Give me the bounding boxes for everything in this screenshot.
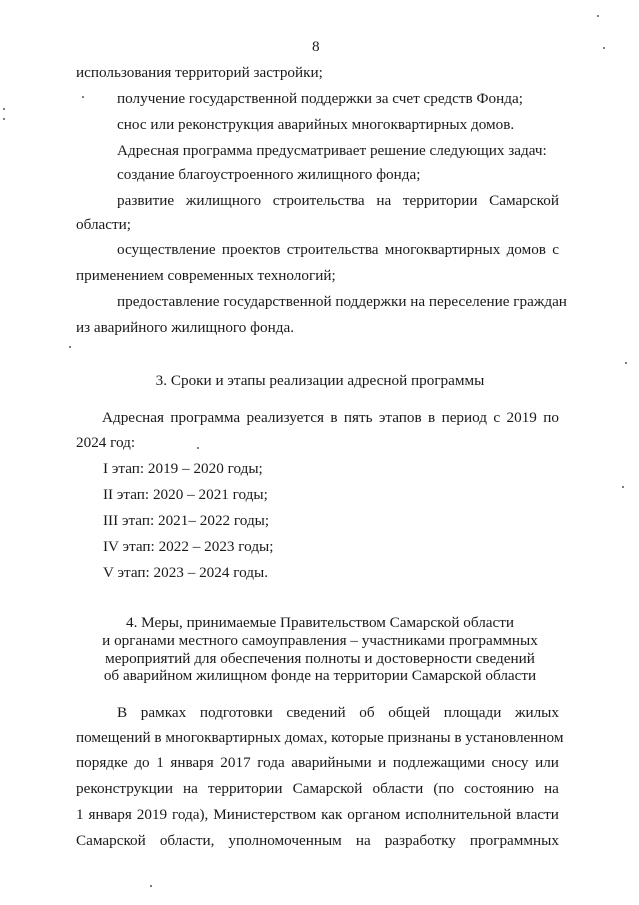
scan-speck — [150, 885, 152, 887]
text-line-justified — [76, 780, 559, 798]
text-line: помещений в многоквартирных домах, которые признаны в установленном — [76, 729, 564, 746]
stage-item: I этап: 2019 – 2020 годы; — [103, 460, 263, 477]
word: состоянию — [464, 780, 534, 797]
word: жилищного — [185, 192, 262, 209]
word: в — [428, 409, 436, 426]
word: (по — [433, 780, 455, 797]
word: общей — [388, 704, 431, 721]
word: реконструкции — [76, 780, 173, 797]
word: программа — [170, 409, 241, 426]
word: 2019 — [506, 409, 537, 426]
word: строительства — [286, 241, 379, 258]
word: Адресная — [102, 409, 165, 426]
scan-speck — [625, 362, 627, 364]
section-4-heading-line: и органами местного самоуправления – участниками программных — [102, 632, 538, 649]
text-line-justified — [117, 241, 559, 259]
word: рамках — [140, 704, 187, 721]
text-line: использования территорий застройки; — [76, 64, 323, 81]
text-line: предоставление государственной поддержки на переселение граждан — [117, 293, 567, 310]
word: 2019 — [136, 806, 168, 823]
word: домов — [506, 241, 546, 258]
scan-speck — [197, 447, 199, 449]
word: как — [321, 806, 343, 823]
word: аварийными — [291, 754, 372, 771]
word: и — [378, 754, 387, 771]
page-number: 8 — [312, 38, 320, 55]
text-line: из аварийного жилищного фонда. — [76, 319, 295, 336]
text-line: Адресная программа предусматривает решение следующих задач: — [117, 142, 547, 159]
word: сведений — [286, 704, 346, 721]
word: этапов — [378, 409, 422, 426]
section-4-heading-line: об аварийном жилищном фонде на территории Самарской области — [103, 667, 537, 684]
word: с — [493, 409, 501, 426]
text-line-justified — [76, 806, 559, 824]
text-line: 2024 год: — [76, 434, 136, 451]
word: период — [441, 409, 488, 426]
word: площади — [443, 704, 502, 721]
word: января — [88, 806, 132, 823]
text-line-justified — [117, 704, 559, 722]
word: Самарской — [76, 832, 146, 849]
word: исполнительной — [405, 806, 512, 823]
scan-speck — [69, 346, 71, 348]
word: территории — [402, 192, 478, 209]
word: уполномоченным — [228, 832, 342, 849]
text-line: создание благоустроенного жилищного фонда; — [117, 166, 421, 183]
word: на — [376, 192, 392, 209]
scan-speck — [82, 96, 84, 98]
word: года), — [172, 806, 209, 823]
stage-item: V этап: 2023 – 2024 годы. — [103, 564, 268, 581]
text-line-justified — [117, 192, 559, 210]
word: В — [117, 704, 128, 721]
word: в — [330, 409, 338, 426]
word: программных — [469, 832, 559, 849]
scan-speck — [603, 47, 605, 49]
word: 1 — [156, 754, 164, 771]
word: года — [257, 754, 285, 771]
word: подлежащими — [392, 754, 485, 771]
word: сносу — [491, 754, 529, 771]
word: порядке — [76, 754, 128, 771]
scan-speck — [597, 15, 599, 17]
word: с — [552, 241, 559, 258]
word: пять — [343, 409, 373, 426]
word: 1 — [76, 806, 84, 823]
word: осуществление — [117, 241, 216, 258]
word: Самарской — [489, 192, 559, 209]
word: на — [544, 780, 559, 797]
section-4-heading-line: 4. Меры, принимаемые Правительством Самарской области — [125, 614, 515, 631]
word: 2017 — [220, 754, 251, 771]
word: области — [372, 780, 424, 797]
scan-speck — [3, 108, 5, 110]
text-line-justified — [76, 754, 559, 772]
word: на — [355, 832, 371, 849]
word: территории — [207, 780, 283, 797]
word: на — [183, 780, 198, 797]
section-4-heading-line: мероприятий для обеспечения полноты и достоверности сведений — [105, 650, 535, 667]
stage-item: IV этап: 2022 – 2023 годы; — [103, 538, 274, 555]
stage-item: II этап: 2020 – 2021 годы; — [103, 486, 268, 503]
word: января — [170, 754, 214, 771]
word: по — [543, 409, 559, 426]
word: до — [134, 754, 150, 771]
word: строительства — [272, 192, 365, 209]
text-line: получение государственной поддержки за счет средств Фонда; — [117, 90, 523, 107]
word: реализуется — [246, 409, 324, 426]
word: Самарской — [292, 780, 363, 797]
word: жилых — [514, 704, 559, 721]
word: органом — [347, 806, 401, 823]
word: области, — [159, 832, 215, 849]
text-line: применением современных технологий; — [76, 267, 336, 284]
scan-speck — [3, 118, 5, 120]
stage-item: III этап: 2021– 2022 годы; — [103, 512, 270, 529]
word: разработку — [384, 832, 456, 849]
scan-speck — [622, 486, 624, 488]
text-line: области; — [76, 216, 131, 233]
word: подготовки — [199, 704, 273, 721]
text-line-justified — [76, 832, 559, 850]
word: развитие — [117, 192, 175, 209]
word: проектов — [221, 241, 281, 258]
text-line-justified — [102, 409, 559, 427]
word: Министерством — [213, 806, 317, 823]
word: многоквартирных — [384, 241, 501, 258]
section-3-heading: 3. Сроки и этапы реализации адресной программы — [155, 372, 485, 389]
word: об — [359, 704, 375, 721]
word: или — [535, 754, 559, 771]
word: власти — [516, 806, 559, 823]
text-line: снос или реконструкция аварийных многоквартирных домов. — [117, 116, 515, 133]
